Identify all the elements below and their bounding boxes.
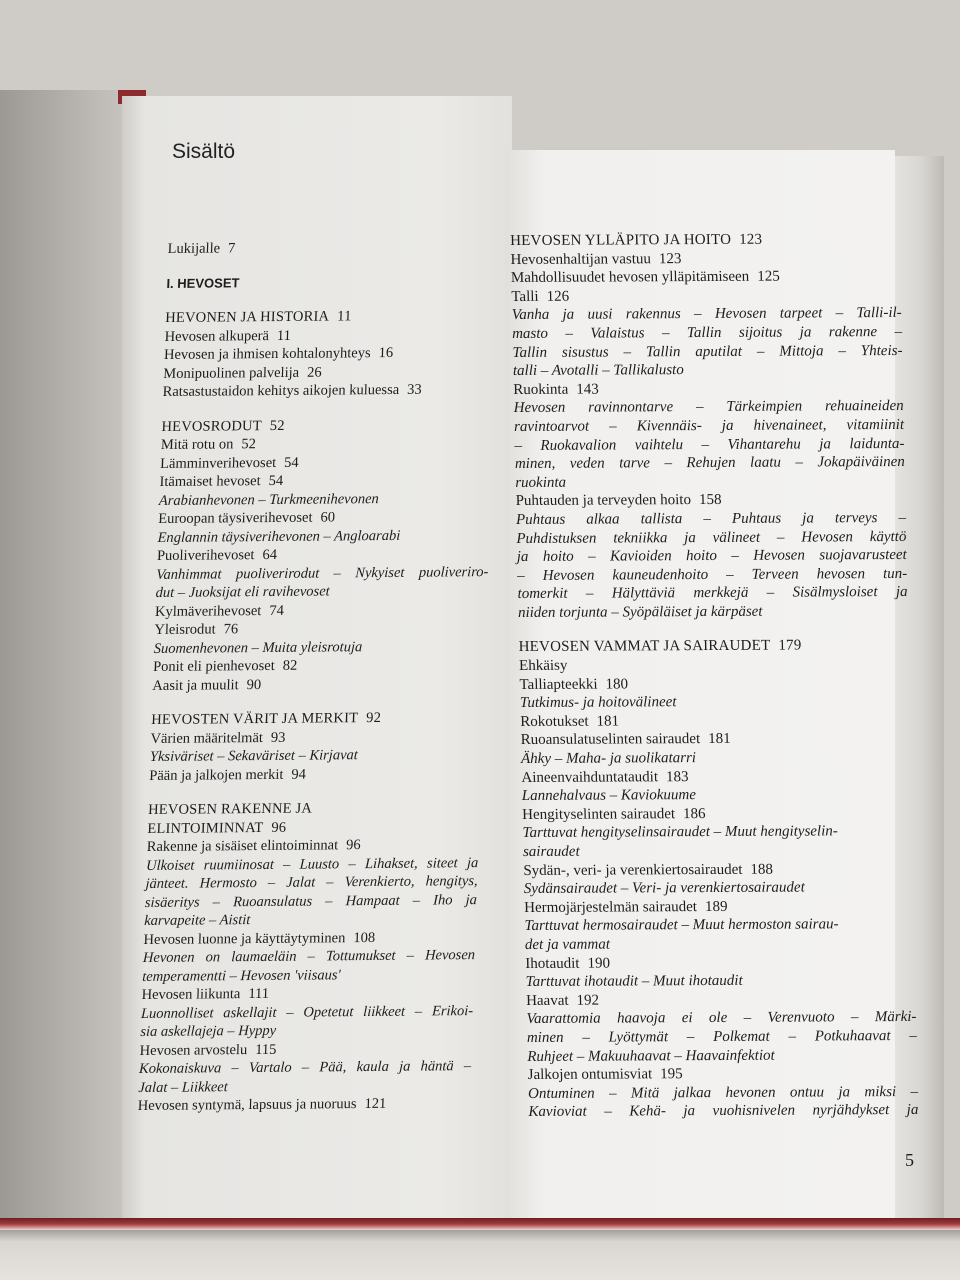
toc-entry-title: Vanhimmat puoliverirodut – Nykyiset puoliveriro- xyxy=(156,563,489,583)
table-surface xyxy=(0,1225,960,1280)
toc-entry-title: Rakenne ja sisäiset elintoiminnat xyxy=(146,837,339,855)
toc-entry-title: Yleisrodut xyxy=(154,621,216,638)
toc-entry-title: – Ruokavalion vaihtelu – Vihantarehu ja laidunta- xyxy=(514,435,905,454)
toc-entry-title: Hevosen liikunta xyxy=(141,986,241,1003)
toc-entry-title: Itämaiset hevoset xyxy=(159,473,261,490)
toc-entry-title: HEVOSEN RAKENNE JA xyxy=(147,800,313,818)
toc-subtopics-line xyxy=(141,1002,474,1023)
toc-entry-title: temperamentti – Hevosen 'viisaus' xyxy=(141,966,341,985)
toc-entry-title: Rokotukset xyxy=(520,713,589,730)
toc-entry-title: dut – Juoksijat eli ravihevoset xyxy=(155,583,330,601)
toc-entry xyxy=(511,286,901,307)
toc-subtopics-line xyxy=(521,748,911,769)
toc-entry-title: Lukijalle xyxy=(167,240,221,257)
toc-subtopics-line xyxy=(512,304,902,325)
toc-entry xyxy=(513,379,903,400)
toc-subtopics-line xyxy=(145,872,478,893)
toc-subtopics-line xyxy=(516,527,906,548)
toc-entry-title: Ehkäisy xyxy=(518,657,568,675)
toc-entry-title: Ulkoiset ruumiinosat – Luusto – Lihakset, siteet ja xyxy=(145,854,479,874)
toc-subtopics-line xyxy=(514,434,904,455)
toc-page-number: 60 xyxy=(320,509,336,526)
toc-subtopics-line xyxy=(525,934,915,955)
toc-entry-title: Hevosen luonne ja käyttäytyminen xyxy=(143,929,346,948)
toc-entry xyxy=(511,267,901,288)
toc-entry-title: Lannehalvaus – Kaviokuume xyxy=(521,787,697,805)
toc-subtopics-line xyxy=(145,891,478,912)
toc-entry-title: Monipuolinen palvelija xyxy=(163,364,300,382)
toc-subtopics-line xyxy=(515,453,905,474)
toc-page-number: 94 xyxy=(291,766,307,783)
toc-entry xyxy=(520,729,910,750)
toc-entry-title: Ruhjeet – Makuuhaavat – Haavainfektiot xyxy=(527,1047,775,1065)
toc-entry xyxy=(526,990,916,1011)
toc-entry-title: Yksiväriset – Sekaväriset – Kirjavat xyxy=(149,747,359,765)
toc-page-number: 26 xyxy=(306,364,322,381)
toc-page-number: 90 xyxy=(246,676,262,693)
toc-page-number: 96 xyxy=(345,837,361,854)
toc-subtopics-line xyxy=(528,1083,918,1104)
toc-entry-title: minen – Lyöttymät – Polkemat – Potkuhaavat – xyxy=(526,1027,918,1046)
toc-entry-title: ja hoito – Kavioiden hoito – Hevosen suojavarusteet xyxy=(516,547,907,566)
toc-subtopics-line xyxy=(156,563,489,584)
toc-entry-title: HEVONEN JA HISTORIA xyxy=(164,308,330,326)
toc-entry-title: Tarttuvat ihotaudit – Muut ihotaudit xyxy=(525,973,743,991)
toc-page-number: 92 xyxy=(365,709,382,727)
toc-page-number: 126 xyxy=(546,288,570,305)
toc-entry-title: ruokinta xyxy=(515,474,567,491)
toc-subtopics-line xyxy=(514,397,904,418)
toc-subtopics-line xyxy=(520,692,910,713)
toc-subtopics-line xyxy=(524,878,914,899)
toc-entry xyxy=(523,860,913,881)
toc-entry-title: Pään ja jalkojen merkit xyxy=(149,766,284,784)
toc-entry-title: Haavat xyxy=(525,992,569,1009)
toc-subtopics-line xyxy=(527,1027,917,1048)
toc-subtopics-line xyxy=(522,822,912,843)
toc-page-number: 11 xyxy=(276,327,292,344)
toc-entry-title: sisäeritys – Ruoansulatus – Hampaat – Iho ja xyxy=(144,891,478,911)
toc-entry-title: Mahdollisuudet hevosen ylläpitämiseen xyxy=(510,268,750,287)
toc-page-number: 108 xyxy=(353,929,376,946)
toc-entry xyxy=(520,711,910,732)
toc-chapter-heading xyxy=(519,636,909,657)
toc-entry-title: Hermojärjestelmän sairaudet xyxy=(523,898,698,916)
toc-entry-title: ravintoarvot – Kivennäis- ja hivenaineet, vitamiinit xyxy=(513,416,905,435)
toc-page-number: 7 xyxy=(227,240,236,257)
toc-entry-title: Tarttuvat hermosairaudet – Muut hermoston sairau- xyxy=(524,916,839,935)
toc-entry-title: Hevosen ravinnontarve – Tärkeimpien rehuaineiden xyxy=(513,398,904,417)
toc-entry-title: Kavioviat – Kehä- ja vuohisnivelen nyrjähdykset ja xyxy=(528,1102,919,1121)
toc-entry-title: Hevosen alkuperä xyxy=(164,327,270,345)
toc-entry-title: Ontuminen – Mitä jalkaa hevonen ontuu ja miksi – xyxy=(527,1083,919,1102)
toc-entry-title: Vanha ja uusi rakennus – Hevosen tarpeet – Talli-il- xyxy=(511,305,902,324)
toc-entry-title: Ponit eli pienhevoset xyxy=(152,657,276,675)
toc-entry-title: Hevosen arvostelu xyxy=(139,1041,248,1059)
book-binding xyxy=(0,1218,960,1230)
toc-page-number: 11 xyxy=(336,308,352,325)
toc-page-number: 179 xyxy=(778,637,802,655)
toc-subtopics-line xyxy=(516,509,906,530)
toc-page-number: 181 xyxy=(596,713,620,730)
toc-page-number: 111 xyxy=(248,985,270,1003)
toc-chapter-heading xyxy=(510,230,900,251)
toc-entry-title: Arabianhevonen – Turkmeenihevonen xyxy=(158,490,380,509)
toc-entry-title: Aasit ja muulit xyxy=(152,676,239,694)
toc-entry-title: Kokonaiskuva – Vartalo – Pää, kaula ja häntä – xyxy=(138,1058,472,1077)
toc-entry-title: Hevosen syntymä, lapsuus ja nuoruus xyxy=(137,1096,357,1114)
toc-entry-title: niiden torjunta – Syöpäläiset ja kärpäset xyxy=(517,603,763,621)
toc-entry-title: Hevonen on laumaeläin – Tottumukset – Hevosen xyxy=(142,947,476,966)
toc-entry-title: HEVOSTEN VÄRIT JA MERKIT xyxy=(150,710,359,728)
toc-subtopics-line xyxy=(528,1101,918,1122)
toc-entry xyxy=(522,804,912,825)
toc-page-number: 125 xyxy=(757,268,780,285)
toc-entry-title: Puoliverihevoset xyxy=(156,547,255,564)
toc-entry-title: Jalkojen ontumisviat xyxy=(527,1066,653,1084)
toc-page-number: 192 xyxy=(576,992,600,1009)
toc-page-number: 123 xyxy=(738,231,763,248)
toc-page-number: 54 xyxy=(268,472,284,490)
toc-entry-title: HEVOSEN VAMMAT JA SAIRAUDET xyxy=(518,638,771,656)
toc-entry-title: Euroopan täysiverihevoset xyxy=(157,509,313,527)
toc-entry-title: Kylmäverihevoset xyxy=(154,602,262,620)
toc-page-number: 64 xyxy=(262,546,278,564)
toc-entry xyxy=(521,767,911,788)
toc-entry-title: Ähky – Maha- ja suolikatarri xyxy=(520,750,697,768)
toc-subtopics-line xyxy=(526,1008,916,1029)
toc-page-number: 76 xyxy=(223,621,239,638)
toc-entry-title: Hevosen ja ihmisen kohtalonyhteys xyxy=(163,345,371,363)
toc-entry xyxy=(515,490,905,511)
toc-subtopics-line xyxy=(517,565,907,586)
toc-page-number: 158 xyxy=(698,492,722,509)
toc-entry-title: Ruoansulatuselinten sairaudet xyxy=(520,731,701,749)
toc-subtopics-line xyxy=(522,785,912,806)
toc-entry-title: Talli xyxy=(511,288,539,305)
book-cover-left xyxy=(0,90,130,1240)
toc-page-number: 121 xyxy=(364,1095,387,1112)
toc-entry xyxy=(525,953,915,974)
toc-subtopics-line xyxy=(512,323,902,344)
toc-page-number: 52 xyxy=(241,436,257,453)
toc-page-number: 186 xyxy=(682,805,706,822)
toc-page-number: 93 xyxy=(270,729,286,746)
toc-page-number: 96 xyxy=(271,819,287,836)
toc-subtopics-line xyxy=(524,915,914,936)
toc-subtopics-line xyxy=(517,583,907,604)
toc-subtopics-line xyxy=(515,472,905,493)
toc-page-number: 189 xyxy=(704,898,728,915)
toc-page-number: 183 xyxy=(665,768,689,785)
toc-page-number: 188 xyxy=(750,861,774,878)
toc-subtopics-line xyxy=(143,946,476,967)
toc-entry-title: Sydänsairaudet – Veri- ja verenkiertosairaudet xyxy=(523,879,805,898)
toc-column-left xyxy=(137,237,500,1115)
toc-page-number: 181 xyxy=(708,731,731,748)
toc-subtopics-line xyxy=(513,360,903,381)
toc-entry-title: Englannin täysiverihevonen – Angloarabi xyxy=(157,527,401,546)
toc-subtopics-line xyxy=(512,342,902,363)
toc-entry-title: Tutkimus- ja hoitovälineet xyxy=(519,694,677,712)
toc-entry-title: ELINTOIMINNAT xyxy=(147,819,264,837)
toc-entry-title: HEVOSRODUT xyxy=(161,417,263,435)
toc-entry-title: Aineenvaihduntataudit xyxy=(521,768,659,786)
toc-entry-title: det ja vammat xyxy=(524,936,611,953)
toc-subtopics-line xyxy=(139,1057,472,1078)
toc-entry xyxy=(524,897,914,918)
toc-entry-title: – Hevosen kauneudenhoito – Terveen hevosen tun- xyxy=(517,565,908,584)
toc-entry-title: Lämminverihevoset xyxy=(159,454,277,472)
toc-page-number: 123 xyxy=(658,250,682,267)
page-title: Sisältö xyxy=(172,140,236,163)
toc-entry-title: sia askellajeja – Hyppy xyxy=(140,1022,277,1040)
toc-entry-title: Puhtaus alkaa tallista – Puhtaus ja terveys – xyxy=(515,509,907,528)
toc-subtopics-line xyxy=(523,841,913,862)
toc-entry-title: Talliapteekki xyxy=(519,676,598,693)
toc-page-number: 190 xyxy=(587,955,611,972)
toc-entry-title: Tarttuvat hengityselinsairaudet – Muut hengityselin- xyxy=(522,823,838,842)
toc-entry-title: I. HEVOSET xyxy=(166,274,240,291)
toc-subtopics-line xyxy=(526,971,916,992)
toc-entry-title: sairaudet xyxy=(522,843,580,860)
toc-entry-title: karvapeite – Aistit xyxy=(143,912,251,929)
toc-entry xyxy=(519,674,909,695)
toc-entry-title: Luonnolliset askellajit – Opetetut liikkeet – Erikoi- xyxy=(140,1002,474,1022)
toc-entry-title: HEVOSEN YLLÄPITO JA HOITO xyxy=(510,231,732,249)
toc-page-number: 52 xyxy=(269,417,285,434)
toc-entry-title: talli – Avotalli – Tallikalusto xyxy=(512,362,684,380)
toc-subtopics-line xyxy=(527,1045,917,1066)
toc-entry-title: Mitä rotu on xyxy=(160,436,234,453)
toc-entry-title: masto – Valaistus – Tallin sijoitus ja rakenne – xyxy=(511,323,903,342)
toc-page-number: 195 xyxy=(660,1066,683,1083)
toc-entry-title: Ihotaudit xyxy=(525,955,580,972)
toc-subtopics-line xyxy=(517,546,907,567)
toc-entry-title: Hevosenhaltijan vastuu xyxy=(510,250,652,268)
page-number: 5 xyxy=(905,1150,914,1170)
toc-column-right xyxy=(510,230,919,1122)
toc-entry xyxy=(510,249,900,270)
toc-entry-title: Vaarattomia haavoja ei ole – Verenvuoto – Märki- xyxy=(526,1009,917,1028)
toc-entry xyxy=(527,1064,917,1085)
toc-subtopics-line xyxy=(514,416,904,437)
toc-entry-title: tomerkit – Hälyttäviä merkkejä – Sisälmysloiset ja xyxy=(517,584,908,603)
toc-entry-title: Hengityselinten sairaudet xyxy=(522,806,676,823)
toc-entry-title: Tallin sisustus – Tallin aputilat – Mittoja – Yhteis- xyxy=(512,342,903,361)
toc-entry-title: Suomenhevonen – Muita yleisrotuja xyxy=(153,638,363,657)
toc-entry-title: Värien määritelmät xyxy=(150,729,264,747)
toc-entry-title: minen, veden tarve – Rehujen laatu – Jokapäiväinen xyxy=(514,454,905,473)
toc-entry-title: Sydän-, veri- ja verenkiertosairaudet xyxy=(523,861,743,879)
toc-page-number: 54 xyxy=(283,454,299,471)
toc-entry-title: Jalat – Liikkeet xyxy=(138,1078,229,1096)
toc-page-number: 82 xyxy=(282,657,298,674)
toc-entry xyxy=(519,655,909,676)
toc-entry-title: Ratsastustaidon kehitys aikojen kuluessa xyxy=(162,381,400,400)
toc-page-number: 16 xyxy=(378,344,394,362)
toc-entry-title: jänteet. Hermosto – Jalat – Verenkierto, hengitys, xyxy=(145,873,478,892)
toc-page-number: 115 xyxy=(254,1041,277,1058)
toc-entry-title: Ruokinta xyxy=(513,381,569,398)
toc-entry-title: Puhtauden ja terveyden hoito xyxy=(515,492,692,510)
toc-page-number: 74 xyxy=(269,602,285,619)
toc-page-number: 143 xyxy=(576,381,599,398)
toc-page-number: 180 xyxy=(605,676,629,693)
toc-entry xyxy=(137,1094,470,1115)
toc-subtopics-line xyxy=(518,602,908,623)
toc-page-number: 33 xyxy=(406,381,422,398)
toc-entry-title: Puhdistuksen tekniikka ja välineet – Hevosen käyttö xyxy=(516,528,907,547)
